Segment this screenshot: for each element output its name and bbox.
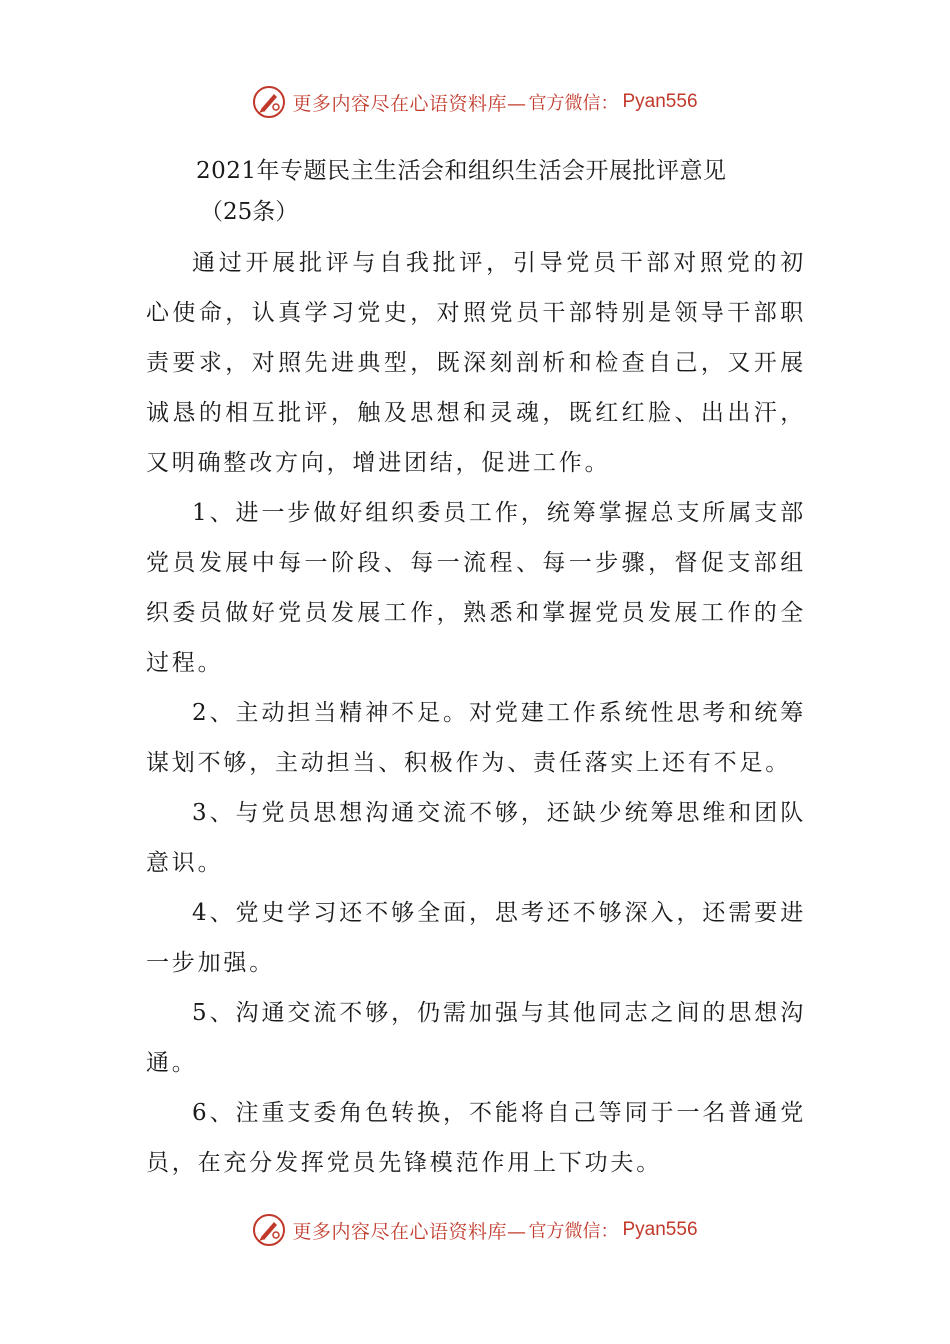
- pen-logo-icon: [252, 1213, 286, 1247]
- banner-wechat-label: 官方微信：: [528, 93, 619, 114]
- header-banner: [0, 82, 950, 122]
- banner-text: 更多内容尽在心语资料库—: [292, 1220, 527, 1243]
- banner-wechat-id: Pyan556: [622, 91, 698, 112]
- paragraph-item-6: 6、注重支委角色转换，不能将自己等同于一名普通党员，在充分发挥党员先锋模范作用上下功夫。: [146, 1100, 806, 1176]
- paragraph-item-5: 5、沟通交流不够，仍需加强与其他同志之间的思想沟通。: [146, 1000, 806, 1076]
- paragraph-item-3: 3、与党员思想沟通交流不够，还缺少统筹思维和团队意识。: [146, 800, 806, 876]
- footer-banner: [0, 1210, 950, 1250]
- document-body: [146, 150, 806, 1188]
- document-subtitle: （25条）: [200, 199, 299, 225]
- paragraph-item-4: 4、党史学习还不够全面，思考还不够深入，还需要进一步加强。: [146, 900, 806, 976]
- document-title: 2021年专题民主生活会和组织生活会开展批评意见: [196, 158, 727, 184]
- paragraph-intro: 通过开展批评与自我批评，引导党员干部对照党的初心使命，认真学习党史，对照党员干部特别是领导干部职责要求，对照先进典型，既深刻剖析和检查自己，又开展诚恳的相互批评，触及思想和灵魂，既红红脸、出出汗，又明确整改方向，增进团结，促进工作。: [146, 250, 806, 476]
- banner-text: 更多内容尽在心语资料库—: [292, 92, 527, 115]
- paragraph-item-1: 1、进一步做好组织委员工作，统筹掌握总支所属支部党员发展中每一阶段、每一流程、每一步骤，督促支部组织委员做好党员发展工作，熟悉和掌握党员发展工作的全过程。: [146, 500, 806, 676]
- banner-wechat-label: 官方微信：: [528, 1221, 619, 1242]
- banner-wechat-id: Pyan556: [622, 1219, 698, 1240]
- pen-logo-icon: [252, 85, 286, 119]
- paragraph-item-2: 2、主动担当精神不足。对党建工作系统性思考和统筹谋划不够，主动担当、积极作为、责任落实上还有不足。: [146, 700, 806, 776]
